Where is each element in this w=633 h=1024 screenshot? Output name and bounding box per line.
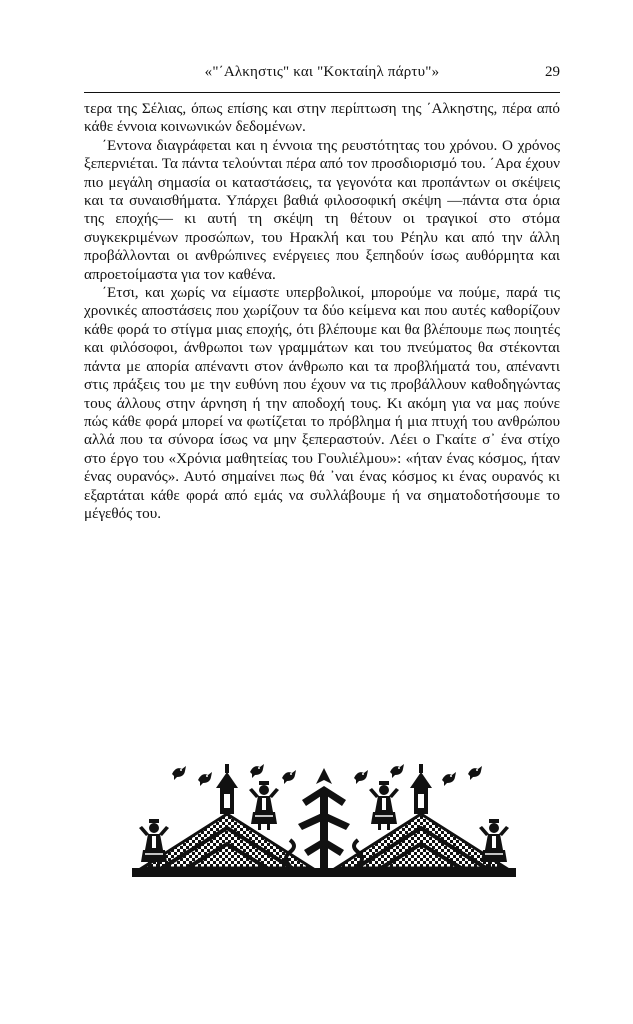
header-rule [84,92,560,93]
folk-embroidery-ornament-icon [132,762,516,884]
paragraph-continued: τερα της Σέλιας, όπως επίσης και στην περίπτωση της ΄Αλκηστης, πέρα από κάθε έννοια κοινωνικών δεδομένων. [84,100,560,136]
paragraph: ΄Εντονα διαγράφεται και η έννοια της ρευστότητας του χρόνου. Ο χρόνος ξεπερνιέται. Τα πάντα τελούνται πέρα από τον προσδιορισμό του. ΄Αρα έχουν πιο μεγάλη σημασία οι καταστάσεις, τα γεγονότα και προπάντων οι σκέψεις και τα συναισθήματα. Υπάρχει βαθιά φιλοσοφική σκέψη —πάντα στα όρια της εποχής— κι αυτή τη σκέψη τη θέτουν οι τραγικοί στο στόμα συγκεκριμένων προσώπων, του Ηρακλή και του Ρέηλυ και από την άλλη προβάλλονται οι ανθρώπινες ενέργειες που ξεπηδούν ίσως αυθόρμητα και απροετοίμαστα για τον καθένα. [84,136,560,283]
body-text [84,100,560,523]
page-header [84,64,560,86]
page-number: 29 [545,64,560,80]
paragraph: ΄Ετσι, και χωρίς να είμαστε υπερβολικοί, μπορούμε να πούμε, παρά τις χρονικές αποστάσεις που χωρίζουν τα δύο κείμενα και που αυτές καθορίζουν κάθε φορά το στίγμα μιας εποχής, ότι βλέπουμε και θα βλέπουμε πως ποιητές και φιλόσοφοι, άνθρωποι των γραμμάτων και του πνεύματος θα στέκονται πάντα με απορία απέναντι στον άνθρωπο και τα προβλήματά του, απέναντι στις πράξεις του με την ευθύνη που έχουν να τις προβάλλουν καθοδηγώντας τους άλλους στην άρνηση ή την αποδοχή τους. Κι ακόμη για να μας πούνε πώς κάθε φορά μπορεί να φωτίζεται το πρόβλημα ή μια πτυχή του ανθρώπου αλλά που τα σύνορα ίσως να μην ξεπεραστούν. Λέει ο Γκαίτε σ᾽ ένα στίχο στο έργο του «Χρόνια μαθητείας του Γουλιέλμου»: «ήταν ένας κόσμος, ήταν ένας ουρανός». Αυτό σημαίνει πως θά ᾽ναι ένας κόσμος κι ένας ουρανός κι εξαρτάται κάθε φορά από εμάς να συλλάβουμε ή να σηματοδοτήσουμε το μέγεθός του. [84,284,560,522]
running-title: «"΄Αλκηστις" και "Κοκταίηλ πάρτυ"» [204,64,440,80]
